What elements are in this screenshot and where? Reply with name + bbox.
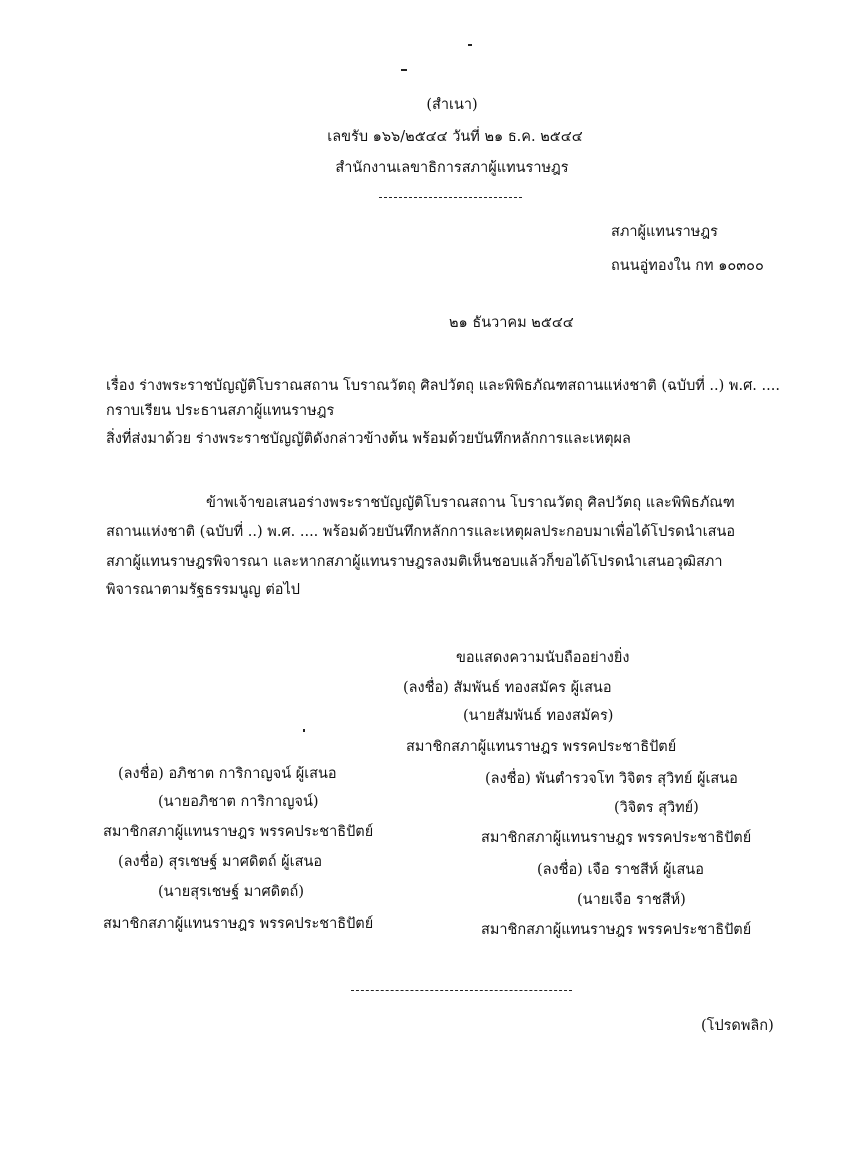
signature-left2-role: สมาชิกสภาผู้แทนราษฎร พรรคประชาธิปัตย์ — [103, 916, 374, 932]
body-line-3: สภาผู้แทนราษฎรพิจารณา และหากสภาผู้แทนราษฎรลงมติเห็นชอบแล้วก็ขอได้โปรดนำเสนอวุฒิสภา — [106, 554, 723, 570]
turn-over-note: (โปรดพลิก) — [701, 1018, 774, 1034]
scan-speck — [468, 44, 472, 46]
receipt-line: เลขรับ ๑๖๖/๒๕๔๔ วันที่ ๒๑ ธ.ค. ๒๕๔๔ — [327, 129, 583, 145]
signature-right2-name: (นายเจือ ราชสีห์) — [577, 892, 686, 908]
signature-main-sign: (ลงชื่อ) สัมพันธ์ ทองสมัคร ผู้เสนอ — [403, 680, 612, 696]
enclosure-line: สิ่งที่ส่งมาด้วย ร่างพระราชบัญญัติดังกล่าวข้างต้น พร้อมด้วยบันทึกหลักการและเหตุผล — [106, 431, 631, 447]
address-line-1: สภาผู้แทนราษฎร — [611, 224, 718, 240]
scan-speck — [303, 729, 305, 732]
subject-line: เรื่อง ร่างพระราชบัญญัติโบราณสถาน โบราณวัตถุ ศิลปวัตถุ และพิพิธภัณฑสถานแห่งชาติ (ฉบับที่ ..) พ.ศ. .... — [106, 378, 780, 394]
office-name: สำนักงานเลขาธิการสภาผู้แทนราษฎร — [335, 160, 569, 176]
signature-right2-sign: (ลงชื่อ) เจือ ราชสีห์ ผู้เสนอ — [537, 862, 704, 878]
body-line-4: พิจารณาตามรัฐธรรมนูญ ต่อไป — [106, 582, 300, 598]
scan-speck — [401, 69, 407, 71]
body-line-2: สถานแห่งชาติ (ฉบับที่ ..) พ.ศ. .... พร้อมด้วยบันทึกหลักการและเหตุผลประกอบมาเพื่อได้โปรดนำเสนอ — [106, 524, 736, 540]
signature-left1-role: สมาชิกสภาผู้แทนราษฎร พรรคประชาธิปัตย์ — [103, 824, 374, 840]
signature-right1-role: สมาชิกสภาผู้แทนราษฎร พรรคประชาธิปัตย์ — [481, 830, 752, 846]
letter-date: ๒๑ ธันวาคม ๒๕๔๔ — [449, 315, 574, 331]
salutation: กราบเรียน ประธานสภาผู้แทนราษฎร — [106, 403, 335, 419]
signature-left2-sign: (ลงชื่อ) สุรเชษฐ์ มาศดิตถ์ ผู้เสนอ — [118, 854, 323, 870]
header-divider — [379, 197, 522, 198]
signature-left1-sign: (ลงชื่อ) อภิชาต การิกาญจน์ ผู้เสนอ — [118, 766, 337, 782]
signature-left2-name: (นายสุรเชษฐ์ มาศดิตถ์) — [158, 884, 304, 900]
copy-mark: (สำเนา) — [426, 97, 478, 113]
signature-right2-role: สมาชิกสภาผู้แทนราษฎร พรรคประชาธิปัตย์ — [481, 922, 752, 938]
signature-right1-sign: (ลงชื่อ) พันตำรวจโท วิจิตร สุวิทย์ ผู้เสนอ — [485, 771, 738, 787]
signature-left1-name: (นายอภิชาต การิกาญจน์) — [158, 794, 319, 810]
closing: ขอแสดงความนับถืออย่างยิ่ง — [456, 650, 630, 666]
footer-divider — [351, 990, 572, 991]
signature-main-role: สมาชิกสภาผู้แทนราษฎร พรรคประชาธิปัตย์ — [406, 739, 677, 755]
address-line-2: ถนนอู่ทองใน กท ๑๐๓๐๐ — [611, 258, 764, 274]
signature-main-name: (นายสัมพันธ์ ทองสมัคร) — [463, 708, 614, 724]
body-line-1: ข้าพเจ้าขอเสนอร่างพระราชบัญญัติโบราณสถาน โบราณวัตถุ ศิลปวัตถุ และพิพิธภัณฑ — [206, 495, 735, 511]
signature-right1-name: (วิจิตร สุวิทย์) — [614, 800, 699, 816]
